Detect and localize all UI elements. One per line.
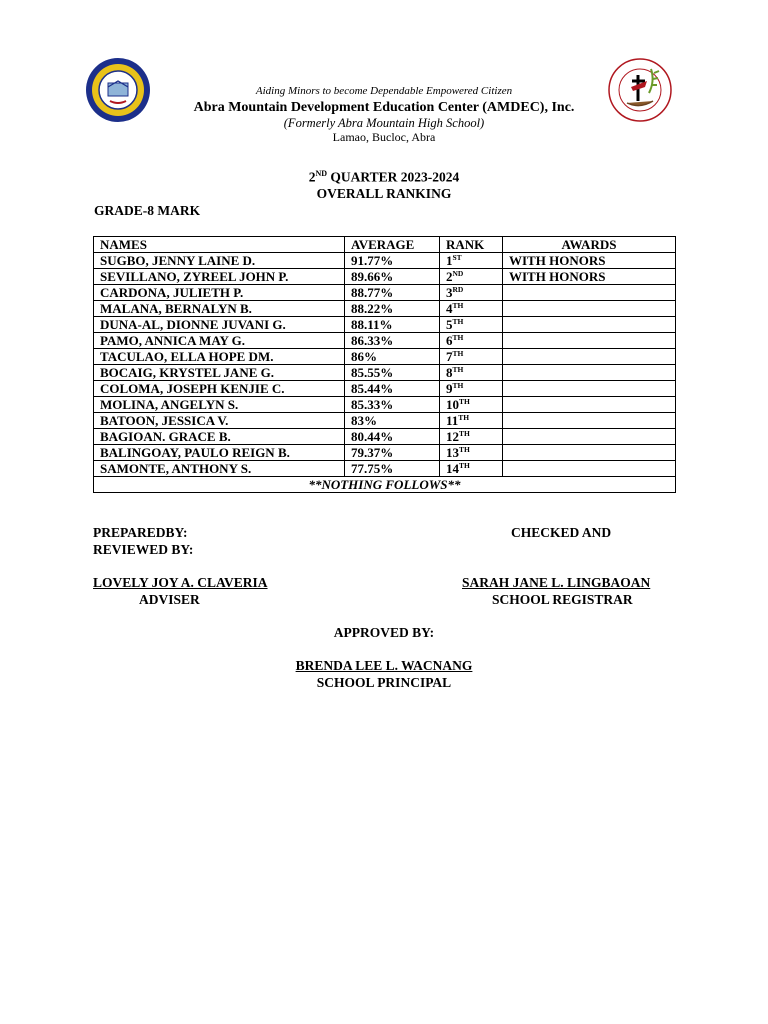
rank-number: 3	[446, 285, 453, 300]
student-rank	[440, 317, 503, 333]
student-award	[503, 429, 676, 445]
rank-suffix: TH	[452, 349, 464, 358]
student-award	[503, 317, 676, 333]
quarter-number: 2	[308, 169, 316, 185]
rank-suffix: TH	[452, 301, 464, 310]
table-row	[94, 333, 676, 349]
table-header-row	[94, 237, 676, 253]
registrar-name: SARAH JANE L. LINGBAOAN	[462, 575, 651, 590]
table-row	[94, 365, 676, 381]
student-average: 89.66%	[345, 269, 440, 285]
rank-suffix: TH	[452, 381, 464, 390]
header-awards: AWARDS	[503, 237, 676, 253]
rank-number: 10	[446, 397, 459, 412]
student-name: BAGIOAN. GRACE B.	[94, 429, 345, 445]
student-rank	[440, 445, 503, 461]
student-award	[503, 333, 676, 349]
student-rank	[440, 285, 503, 301]
rank-suffix: TH	[459, 461, 470, 470]
header-names: NAMES	[94, 237, 345, 253]
principal-name: BRENDA LEE L. WACNANG	[295, 658, 473, 673]
student-name: TACULAO, ELLA HOPE DM.	[94, 349, 345, 365]
ranking-table	[93, 236, 676, 493]
prepared-by-label: PREPAREDBY:	[93, 525, 188, 540]
rank-number: 2	[446, 269, 453, 284]
rank-number: 13	[446, 445, 459, 460]
student-average: 86%	[345, 349, 440, 365]
rank-number: 5	[446, 317, 453, 332]
student-name: DUNA-AL, DIONNE JUVANI G.	[94, 317, 345, 333]
rank-number: 11	[446, 413, 459, 428]
table-row	[94, 269, 676, 285]
student-rank	[440, 365, 503, 381]
table-row	[94, 413, 676, 429]
nothing-follows: **NOTHING FOLLOWS**	[94, 477, 676, 493]
student-name: BOCAIG, KRYSTEL JANE G.	[94, 365, 345, 381]
student-rank	[440, 461, 503, 477]
table-row	[94, 301, 676, 317]
student-rank	[440, 333, 503, 349]
rank-number: 12	[446, 429, 459, 444]
student-average: 86.33%	[345, 333, 440, 349]
quarter-year: QUARTER 2023-2024	[327, 169, 460, 185]
table-row	[94, 285, 676, 301]
registrar-title: SCHOOL REGISTRAR	[492, 592, 633, 607]
student-name: SEVILLANO, ZYREEL JOHN P.	[94, 269, 345, 285]
student-name: SUGBO, JENNY LAINE D.	[94, 253, 345, 269]
student-name: CARDONA, JULIETH P.	[94, 285, 345, 301]
ranking-title: OVERALL RANKING	[316, 186, 452, 201]
table-row	[94, 445, 676, 461]
student-name: BATOON, JESSICA V.	[94, 413, 345, 429]
rank-suffix: TH	[459, 429, 470, 438]
table-row	[94, 253, 676, 269]
student-award	[503, 285, 676, 301]
student-award	[503, 381, 676, 397]
table-row	[94, 349, 676, 365]
student-average: 83%	[345, 413, 440, 429]
table-row	[94, 429, 676, 445]
student-average: 88.11%	[345, 317, 440, 333]
school-name: Abra Mountain Development Education Center (AMDEC), Inc.	[193, 100, 575, 115]
student-rank	[440, 397, 503, 413]
student-average: 88.22%	[345, 301, 440, 317]
student-award: WITH HONORS	[503, 269, 676, 285]
rank-suffix: ND	[452, 269, 464, 278]
student-rank	[440, 349, 503, 365]
quarter-suffix: ND	[315, 169, 328, 178]
student-rank	[440, 413, 503, 429]
checked-and-label: CHECKED AND	[511, 525, 612, 540]
grade-label: GRADE-8 MARK	[94, 203, 201, 218]
student-rank	[440, 381, 503, 397]
rank-suffix: TH	[459, 397, 470, 406]
rank-suffix: TH	[459, 445, 470, 454]
adviser-name: LOVELY JOY A. CLAVERIA	[93, 575, 268, 590]
student-rank	[440, 429, 503, 445]
header-rank: RANK	[440, 237, 503, 253]
student-average: 85.33%	[345, 397, 440, 413]
table-footer-row	[94, 477, 676, 493]
student-average: 79.37%	[345, 445, 440, 461]
quarter-heading	[0, 169, 768, 186]
student-name: SAMONTE, ANTHONY S.	[94, 461, 345, 477]
rank-number: 6	[446, 333, 453, 348]
student-average: 88.77%	[345, 285, 440, 301]
student-average: 77.75%	[345, 461, 440, 477]
ranking-table-body	[94, 253, 676, 477]
student-average: 85.55%	[345, 365, 440, 381]
rank-number: 4	[446, 301, 453, 316]
rank-suffix: ST	[452, 253, 462, 262]
approved-by-label: APPROVED BY:	[333, 625, 435, 640]
student-rank	[440, 269, 503, 285]
student-award	[503, 397, 676, 413]
rank-suffix: TH	[458, 413, 470, 422]
reviewed-by-label: REVIEWED BY:	[93, 542, 194, 557]
rank-number: 7	[446, 349, 453, 364]
student-name: PAMO, ANNICA MAY G.	[94, 333, 345, 349]
rank-number: 14	[446, 461, 459, 476]
adviser-title: ADVISER	[139, 592, 200, 607]
rank-number: 1	[446, 253, 453, 268]
student-average: 80.44%	[345, 429, 440, 445]
header-average: AVERAGE	[345, 237, 440, 253]
rank-number: 9	[446, 381, 453, 396]
student-average: 91.77%	[345, 253, 440, 269]
school-motto: Aiding Minors to become Dependable Empowered Citizen	[255, 85, 513, 97]
student-name: COLOMA, JOSEPH KENJIE C.	[94, 381, 345, 397]
student-name: MOLINA, ANGELYN S.	[94, 397, 345, 413]
student-average: 85.44%	[345, 381, 440, 397]
table-row	[94, 461, 676, 477]
student-award	[503, 349, 676, 365]
school-address: Lamao, Bucloc, Abra	[332, 130, 436, 144]
rank-suffix: TH	[452, 317, 464, 326]
student-rank	[440, 253, 503, 269]
rank-suffix: RD	[452, 285, 464, 294]
student-award	[503, 445, 676, 461]
table-row	[94, 397, 676, 413]
table-row	[94, 381, 676, 397]
student-name: BALINGOAY, PAULO REIGN B.	[94, 445, 345, 461]
principal-title: SCHOOL PRINCIPAL	[316, 675, 452, 690]
rank-suffix: TH	[452, 365, 464, 374]
student-award	[503, 365, 676, 381]
former-name: (Formerly Abra Mountain High School)	[283, 116, 485, 130]
student-award	[503, 413, 676, 429]
rank-number: 8	[446, 365, 453, 380]
student-award: WITH HONORS	[503, 253, 676, 269]
student-award	[503, 301, 676, 317]
rank-suffix: TH	[452, 333, 464, 342]
student-rank	[440, 301, 503, 317]
student-award	[503, 461, 676, 477]
student-name: MALANA, BERNALYN B.	[94, 301, 345, 317]
table-row	[94, 317, 676, 333]
